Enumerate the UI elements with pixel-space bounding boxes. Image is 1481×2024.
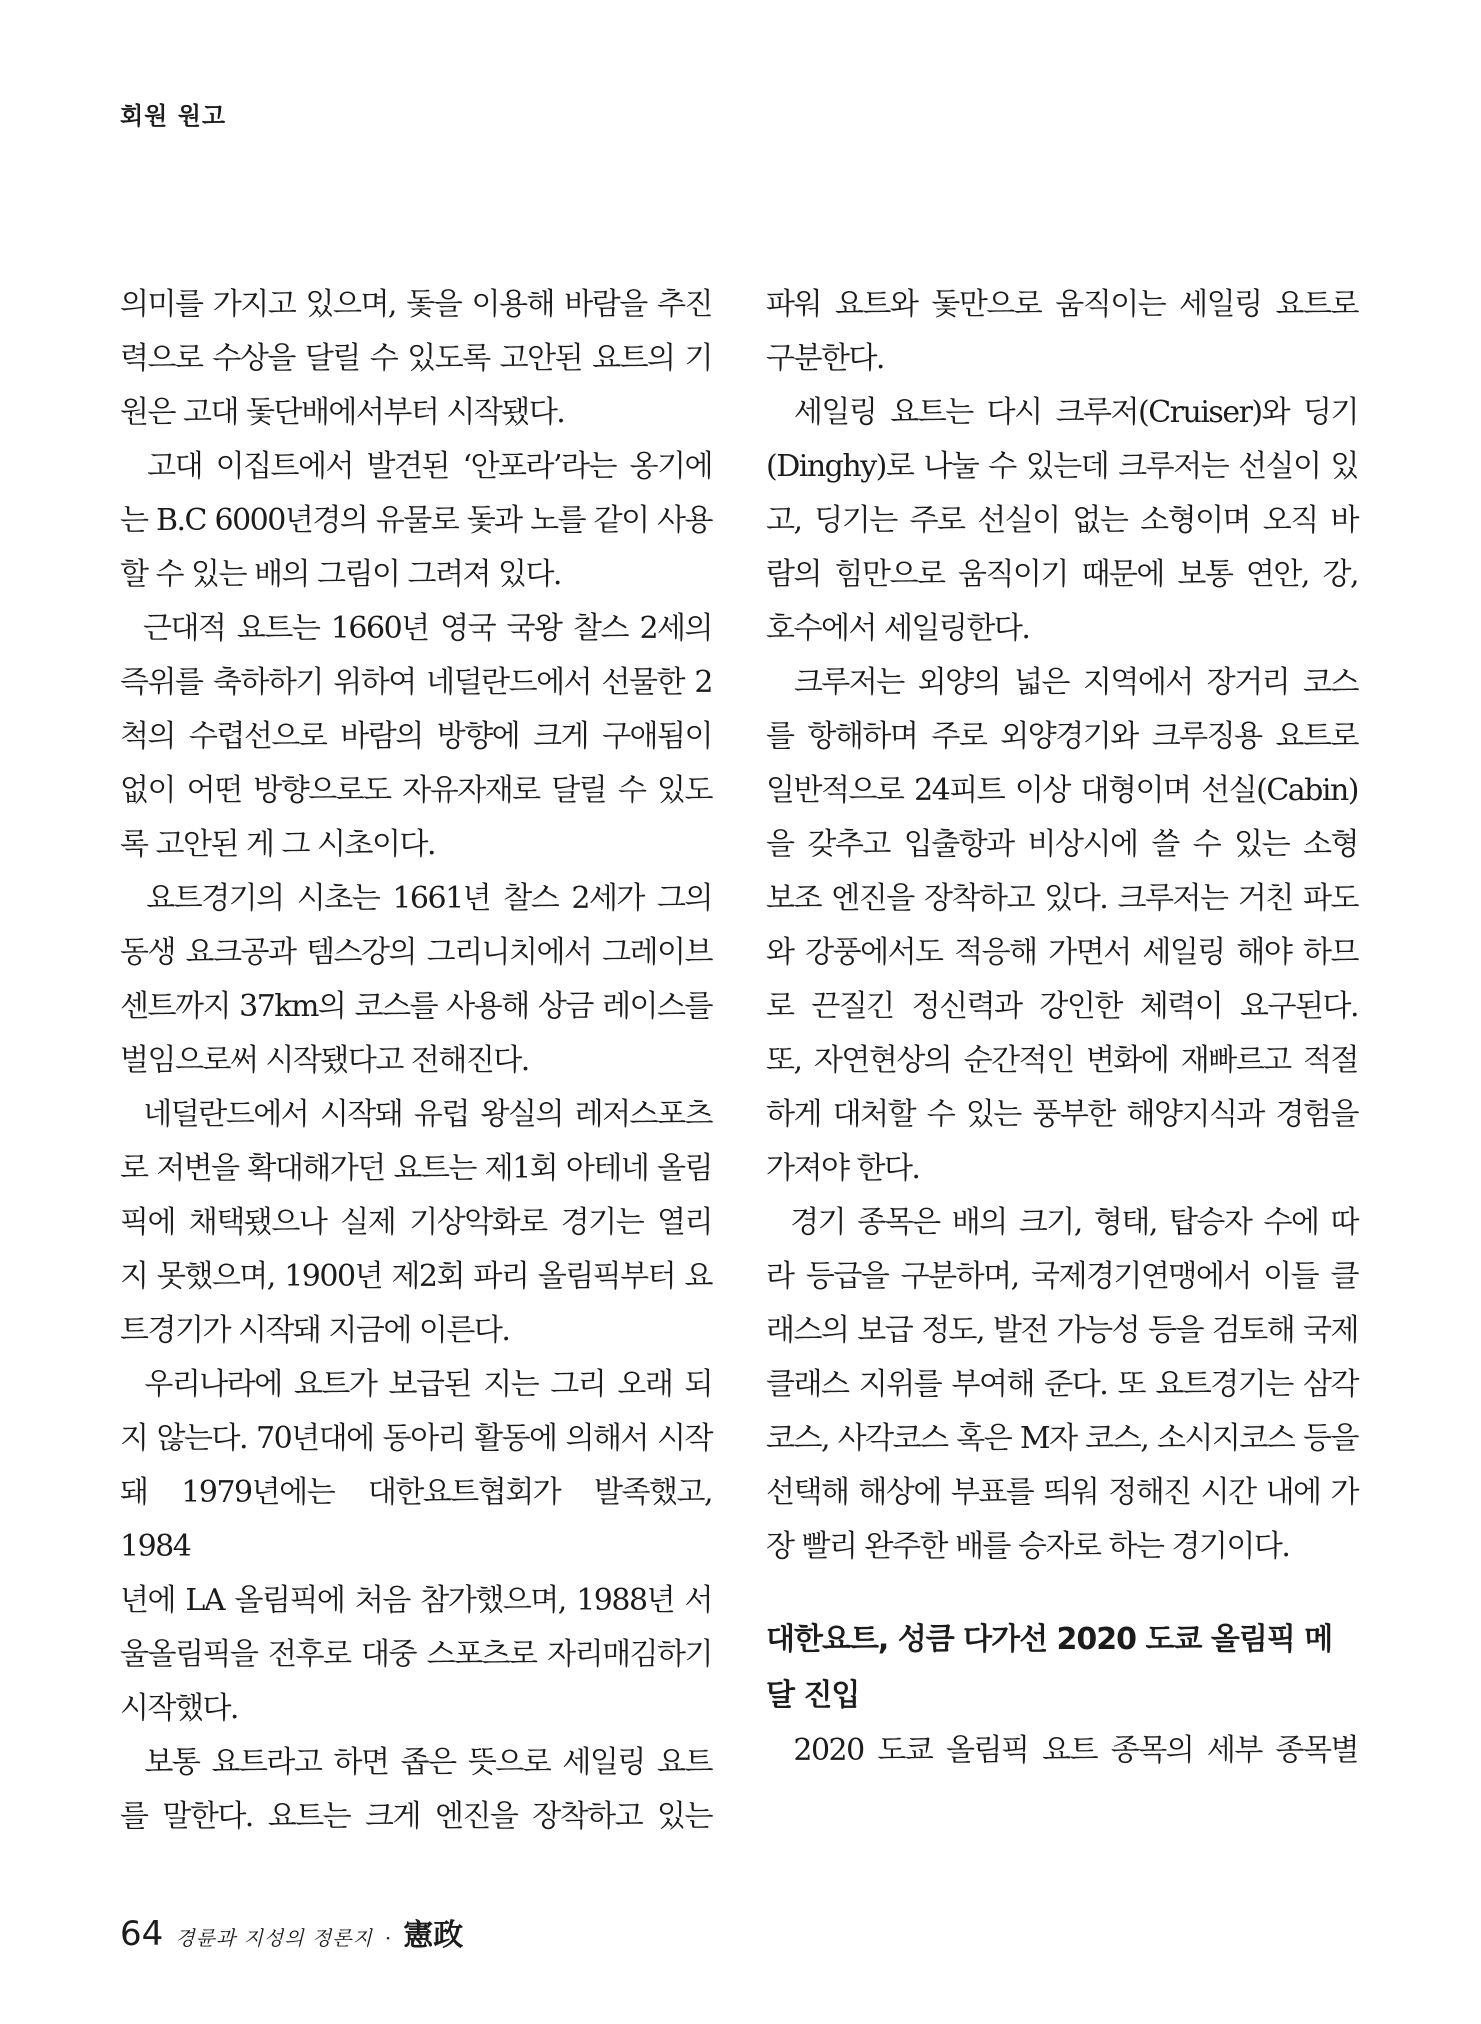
text-line: 로 저변을 확대해가던 요트는 제1회 아테네 올림 [120,1151,712,1186]
body-paragraph [120,602,712,872]
text-line: 할 수 있는 배의 그림이 그려져 있다. [120,557,561,592]
body-paragraph [120,1358,712,1736]
text-line: 네덜란드에서 시작돼 유럽 왕실의 레저스포츠 [120,1097,712,1132]
body-paragraph [120,1736,712,1844]
text-line: 센트까지 37km의 코스를 사용해 상금 레이스를 [120,989,712,1024]
magazine-title: 憲政 [403,1918,464,1953]
text-line: 호수에서 세일링한다. [766,611,1030,646]
section-label: 회원 원고 [120,102,227,130]
text-line: 시작했다. [120,1691,238,1726]
body-paragraph [766,656,1358,1196]
text-line: 는 B.C 6000년경의 유물로 돛과 노를 같이 사용 [120,503,712,538]
text-line: 파워 요트와 돛만으로 움직이는 세일링 요트로 [766,287,1358,322]
text-line: 고대 이집트에서 발견된 ‘안포라’라는 옹기에 [120,449,712,484]
text-line: 경기 종목은 배의 크기, 형태, 탑승자 수에 따 [766,1205,1358,1240]
left-column [120,278,712,1844]
section-heading-line: 대한요트, 성큼 다가선 2020 도쿄 올림픽 메달 [766,1622,1333,1713]
text-line: 돼 1979년에는 대한요트협회가 발족했고, 1984 [120,1475,712,1564]
footer-separator: · [384,1926,392,1950]
text-line: 지 못했으며, 1900년 제2회 파리 올림픽부터 요 [120,1259,712,1294]
magazine-tagline: 경륜과 지성의 정론지 [175,1926,373,1950]
body-paragraph [766,1196,1358,1574]
right-column [766,278,1358,1778]
text-line: 클래스 지위를 부여해 준다. 또 요트경기는 삼각 [766,1367,1358,1402]
text-line: 래스의 보급 정도, 발전 가능성 등을 검토해 국제 [766,1313,1358,1348]
text-line: 의미를 가지고 있으며, 돛을 이용해 바람을 추진 [120,287,712,322]
text-line: 구분한다. [766,341,884,376]
body-paragraph [120,440,712,602]
text-line: 울올림픽을 전후로 대중 스포츠로 자리매김하기 [120,1637,712,1672]
text-line: 지 않는다. 70년대에 동아리 활동에 의해서 시작 [120,1421,712,1456]
text-line: 벌임으로써 시작됐다고 전해진다. [120,1043,529,1078]
text-line: 요트경기의 시초는 1661년 찰스 2세가 그의 [120,881,712,916]
text-line: 또, 자연현상의 순간적인 변화에 재빠르고 적절 [766,1043,1358,1078]
text-line: 년에 LA 올림픽에 처음 참가했으며, 1988년 서 [120,1583,712,1618]
section-heading [766,1574,1358,1724]
body-paragraph [766,1724,1358,1778]
text-line: 트경기가 시작돼 지금에 이른다. [120,1313,510,1348]
right-column-body [766,278,1358,1574]
text-line: 가져야 한다. [766,1151,920,1186]
text-line: 픽에 채택됐으나 실제 기상악화로 경기는 열리 [120,1205,712,1240]
text-line: 보조 엔진을 장착하고 있다. 크루저는 거친 파도 [766,881,1358,916]
text-line: 척의 수렵선으로 바람의 방향에 크게 구애됨이 [120,719,712,754]
text-line: 원은 고대 돛단배에서부터 시작됐다. [120,395,565,430]
text-line: 일반적으로 24피트 이상 대형이며 선실(Cabin) [766,773,1358,808]
text-line: 을 갖추고 입출항과 비상시에 쓸 수 있는 소형 [766,827,1358,862]
text-line: 2020 도쿄 올림픽 요트 종목의 세부 종목별 [766,1733,1358,1768]
text-line: 하게 대처할 수 있는 풍부한 해양지식과 경험을 [766,1097,1358,1132]
text-line: 근대적 요트는 1660년 영국 국왕 찰스 2세의 [120,611,712,646]
text-line: 없이 어떤 방향으로도 자유자재로 달릴 수 있도 [120,773,712,808]
text-line: 를 말한다. 요트는 크게 엔진을 장착하고 있는 [120,1799,712,1834]
text-line: 동생 요크공과 템스강의 그리니치에서 그레이브 [120,935,712,970]
page-footer [120,1910,463,1954]
text-line: 를 항해하며 주로 외양경기와 크루징용 요트로 [766,719,1358,754]
text-line: (Dinghy)로 나눌 수 있는데 크루저는 선실이 있 [766,449,1358,484]
text-line: 로 끈질긴 정신력과 강인한 체력이 요구된다. [766,989,1358,1024]
section-heading-line: 진입 [803,1678,860,1713]
text-line: 고, 딩기는 주로 선실이 없는 소형이며 오직 바 [766,503,1358,538]
text-line: 와 강풍에서도 적응해 가면서 세일링 해야 하므 [766,935,1358,970]
body-paragraph [120,872,712,1088]
page-number: 64 [120,1914,164,1954]
text-line: 즉위를 축하하기 위하여 네덜란드에서 선물한 2 [120,665,712,700]
text-line: 코스, 사각코스 혹은 M자 코스, 소시지코스 등을 [766,1421,1358,1456]
text-line: 장 빨리 완주한 배를 승자로 하는 경기이다. [766,1529,1290,1564]
text-line: 록 고안된 게 그 시초이다. [120,827,435,862]
text-line: 세일링 요트는 다시 크루저(Cruiser)와 딩기 [766,395,1358,430]
body-paragraph [766,386,1358,656]
text-line: 크루저는 외양의 넓은 지역에서 장거리 코스 [766,665,1358,700]
text-line: 선택해 해상에 부표를 띄워 정해진 시간 내에 가 [766,1475,1358,1510]
text-line: 우리나라에 요트가 보급된 지는 그리 오래 되 [120,1367,712,1402]
text-line: 력으로 수상을 달릴 수 있도록 고안된 요트의 기 [120,341,712,376]
text-line: 라 등급을 구분하며, 국제경기연맹에서 이들 클 [766,1259,1358,1294]
text-line: 람의 힘만으로 움직이기 때문에 보통 연안, 강, [766,557,1358,592]
body-paragraph [120,1088,712,1358]
body-paragraph [120,278,712,440]
right-column-after-heading [766,1724,1358,1778]
body-paragraph [766,278,1358,386]
text-line: 보통 요트라고 하면 좁은 뜻으로 세일링 요트 [120,1745,712,1780]
